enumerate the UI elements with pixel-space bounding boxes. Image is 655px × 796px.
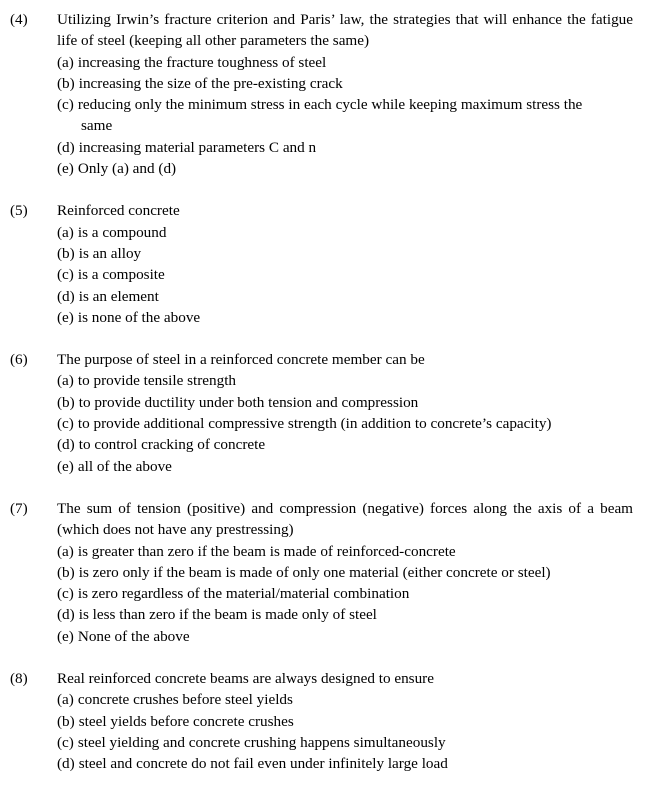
option-text: is zero only if the beam is made of only one material (either concrete or steel) bbox=[78, 563, 551, 581]
question-list bbox=[0, 9, 655, 775]
option-text: increasing material parameters C and n bbox=[78, 138, 317, 156]
option-text: steel yields before concrete crushes bbox=[78, 712, 294, 730]
question-stem: Reinforced concrete bbox=[57, 202, 180, 220]
option-text: is a composite bbox=[77, 266, 165, 284]
answer-option bbox=[57, 307, 633, 328]
option-text: concrete crushes before steel yields bbox=[77, 691, 293, 709]
answer-option bbox=[57, 392, 633, 413]
question-number: (8) bbox=[10, 670, 28, 688]
answer-option bbox=[57, 456, 633, 477]
question-stem: The sum of tension (positive) and compression (negative) forces along the axis of a beam (which does not have any prestressing) bbox=[57, 499, 633, 539]
option-text: reducing only the minimum stress in each cycle while keeping maximum stress the bbox=[77, 96, 583, 114]
option-letter: (d) bbox=[57, 138, 75, 156]
option-text: increasing the fracture toughness of steel bbox=[77, 53, 327, 71]
option-letter: (c) bbox=[57, 415, 74, 433]
answer-options bbox=[57, 689, 633, 774]
option-text: steel yielding and concrete crushing happens simultaneously bbox=[77, 733, 446, 751]
answer-option bbox=[57, 222, 633, 243]
option-letter: (b) bbox=[57, 393, 75, 411]
option-text-continuation: same bbox=[81, 117, 113, 135]
exam-page bbox=[0, 9, 655, 796]
answer-options bbox=[57, 222, 633, 328]
option-letter: (c) bbox=[57, 585, 74, 603]
option-text: is an alloy bbox=[78, 244, 142, 262]
answer-option bbox=[57, 626, 633, 647]
option-letter: (b) bbox=[57, 563, 75, 581]
answer-option bbox=[57, 137, 633, 158]
answer-option bbox=[57, 689, 633, 710]
answer-option bbox=[57, 732, 633, 753]
answer-option bbox=[57, 264, 633, 285]
question-stem: Real reinforced concrete beams are always designed to ensure bbox=[57, 670, 434, 688]
option-letter: (a) bbox=[57, 53, 74, 71]
question-4 bbox=[0, 9, 655, 179]
option-letter: (a) bbox=[57, 223, 74, 241]
question-body bbox=[57, 498, 633, 647]
answer-option bbox=[57, 94, 633, 137]
option-text: all of the above bbox=[77, 457, 172, 475]
option-text: is none of the above bbox=[77, 308, 201, 326]
answer-option bbox=[57, 583, 633, 604]
question-number: (4) bbox=[10, 11, 28, 28]
option-text: is zero regardless of the material/material combination bbox=[77, 585, 410, 603]
option-text: is an element bbox=[78, 287, 159, 305]
answer-option bbox=[57, 753, 633, 774]
option-letter: (b) bbox=[57, 74, 75, 92]
option-text: is a compound bbox=[77, 223, 167, 241]
option-letter: (e) bbox=[57, 627, 74, 645]
answer-option bbox=[57, 286, 633, 307]
question-number: (7) bbox=[10, 499, 28, 517]
answer-options bbox=[57, 52, 633, 180]
answer-option bbox=[57, 243, 633, 264]
question-body bbox=[57, 9, 633, 179]
question-body bbox=[57, 668, 633, 774]
answer-option bbox=[57, 711, 633, 732]
answer-option bbox=[57, 562, 633, 583]
option-letter: (d) bbox=[57, 606, 75, 624]
question-body bbox=[57, 349, 633, 477]
option-text: to control cracking of concrete bbox=[78, 436, 266, 454]
question-6 bbox=[0, 349, 655, 477]
answer-option bbox=[57, 434, 633, 455]
option-letter: (d) bbox=[57, 436, 75, 454]
option-letter: (c) bbox=[57, 96, 74, 114]
option-text: Only (a) and (d) bbox=[77, 160, 177, 178]
answer-option bbox=[57, 158, 633, 179]
answer-options bbox=[57, 541, 633, 647]
option-letter: (e) bbox=[57, 160, 74, 178]
question-7 bbox=[0, 498, 655, 647]
option-letter: (a) bbox=[57, 542, 74, 560]
option-text: None of the above bbox=[77, 627, 190, 645]
answer-option bbox=[57, 541, 633, 562]
question-8 bbox=[0, 668, 655, 774]
question-stem: The purpose of steel in a reinforced concrete member can be bbox=[57, 351, 425, 369]
option-text: to provide tensile strength bbox=[77, 372, 237, 390]
answer-option bbox=[57, 604, 633, 625]
option-text: is less than zero if the beam is made only of steel bbox=[78, 606, 377, 624]
option-letter: (b) bbox=[57, 712, 75, 730]
option-letter: (e) bbox=[57, 457, 74, 475]
option-text: steel and concrete do not fail even under infinitely large load bbox=[78, 755, 448, 773]
question-number: (5) bbox=[10, 202, 28, 220]
option-letter: (c) bbox=[57, 733, 74, 751]
option-letter: (b) bbox=[57, 244, 75, 262]
question-5 bbox=[0, 200, 655, 328]
option-text: is greater than zero if the beam is made of reinforced-concrete bbox=[77, 542, 456, 560]
answer-option bbox=[57, 370, 633, 391]
question-body bbox=[57, 200, 633, 328]
question-number: (6) bbox=[10, 351, 28, 369]
question-stem: Utilizing Irwin’s fracture criterion and Paris’ law, the strategies that will enhance the fatigue life of steel (keeping all other parameters the same) bbox=[57, 11, 633, 50]
answer-options bbox=[57, 370, 633, 476]
answer-option bbox=[57, 413, 633, 434]
option-text: to provide additional compressive strength (in addition to concrete’s capacity) bbox=[77, 415, 552, 433]
option-text: increasing the size of the pre-existing crack bbox=[78, 74, 343, 92]
option-letter: (a) bbox=[57, 372, 74, 390]
option-letter: (a) bbox=[57, 691, 74, 709]
option-letter: (d) bbox=[57, 755, 75, 773]
option-letter: (e) bbox=[57, 308, 74, 326]
answer-option bbox=[57, 52, 633, 73]
option-letter: (d) bbox=[57, 287, 75, 305]
answer-option bbox=[57, 73, 633, 94]
option-letter: (c) bbox=[57, 266, 74, 284]
option-text: to provide ductility under both tension and compression bbox=[78, 393, 419, 411]
